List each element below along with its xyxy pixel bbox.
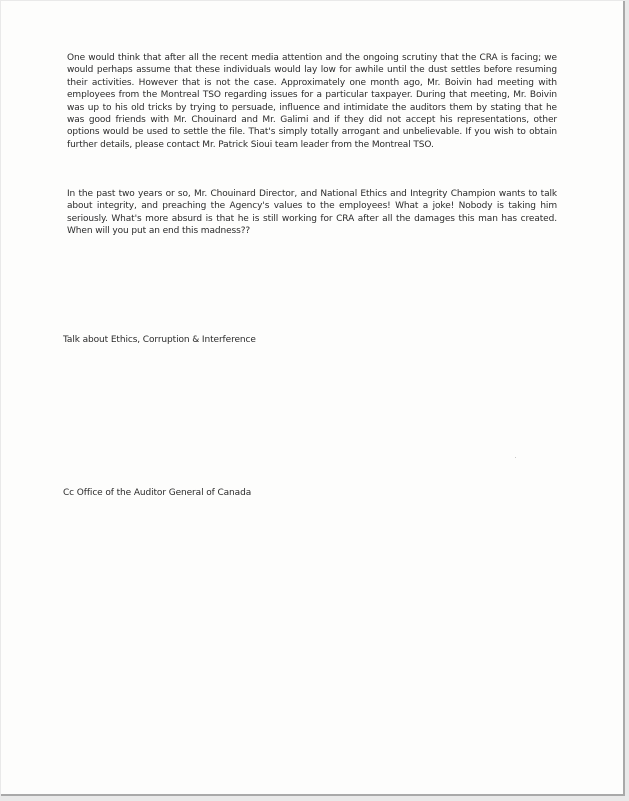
closing-line: Talk about Ethics, Corruption & Interference [63, 335, 256, 345]
paragraph-media-scrutiny: One would think that after all the recent media attention and the ongoing scrutiny that the CRA is facing; we would perhaps assume that these individuals would lay low for awhile until the dust settles before resuming their activities. However that is not the case. Approximately one month ago, Mr. Boivin had meeting with employees from the Montreal TSO regarding issues for a particular taxpayer. During that meeting, Mr. Boivin was up to his old tricks by trying to persuade, influence and intimidate the auditors them by stating that he was good friends with Mr. Chouinard and Mr. Galimi and if they did not accept his representations, other options would be used to settle the file. That's simply totally arrogant and unbelievable. If you wish to obtain further details, please contact Mr. Patrick Sioui team leader from the Montreal TSO. [67, 53, 557, 150]
document-page [1, 1, 625, 796]
cc-line: Cc Office of the Auditor General of Canada [63, 488, 252, 498]
scan-speck [515, 457, 516, 458]
paragraph-ethics-champion: In the past two years or so, Mr. Chouinard Director, and National Ethics and Integrity Champion wants to talk about integrity, and preaching the Agency's values to the employees! What a joke! Nobody is taking him seriously. What's more absurd is that he is still working for CRA after all the damages this man has created. When will you put an end this madness?? [67, 189, 557, 237]
